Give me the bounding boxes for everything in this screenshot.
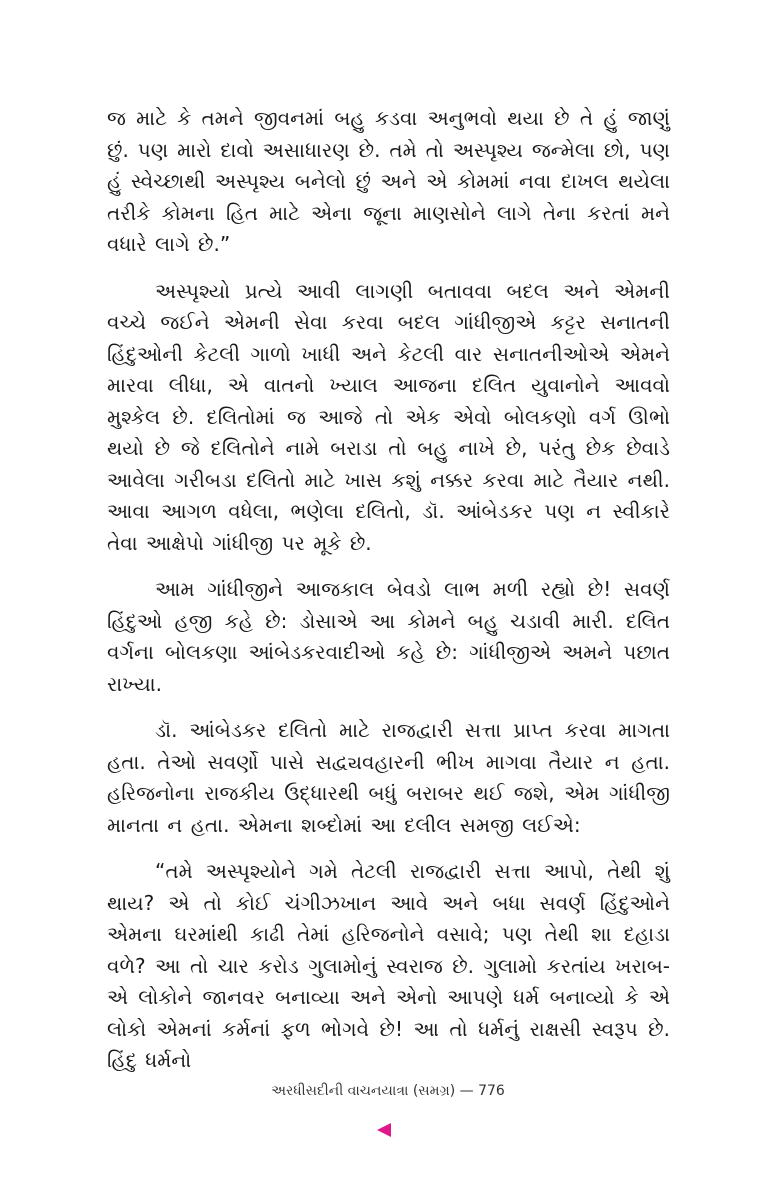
previous-page-icon[interactable] xyxy=(377,1123,391,1137)
paragraph-2: અસ્પૃશ્યો પ્રત્યે આવી લાગણી બતાવવા બદલ અને એમની વચ્ચે જઈને એમની સેવા કરવા બદલ ગાંધીજીએ કટ્ટર સનાતની હિંદુઓની કેટલી ગાળો ખાધી અને કેટલી વાર સનાતનીઓએ એમને મારવા લીધા, એ વાતનો ખ્યાલ આજના દલિત યુવાનોને આવવો મુશ્કેલ છે. દલિતોમાં જ આજે તો એક એવો બોલકણો વર્ગ ઊભો થયો છે જે દલિતોને નામે બરાડા તો બહુ નાખે છે, પરંતુ છેક છેવાડે આવેલા ગરીબડા દલિતો માટે ખાસ કશું નક્કર કરવા માટે તૈયાર નથી. આવા આગળ વધેલા, ભણેલા દલિતો, ડૉ. આંબેડકર પણ ન સ્વીકારે તેવા આક્ષેપો ગાંધીજી પર મૂકે છે. xyxy=(107,278,670,555)
paragraph-4: ડૉ. આંબેડકર દલિતો માટે રાજદ્વારી સત્તા પ્રાપ્ત કરવા માગતા હતા. તેઓ સવર્ણો પાસે સદ્વ્યવહારની ભીખ માગવા તૈયાર ન હતા. હરિજનોના રાજકીય ઉદ્ધારથી બધું બરાબર થઈ જશે, એમ ગાંધીજી માનતા ન હતા. એમના શબ્દોમાં આ દલીલ સમજી લઈએ: xyxy=(107,718,670,837)
body-text xyxy=(107,103,670,1092)
paragraph-1: જ માટે કે તમને જીવનમાં બહુ કડવા અનુભવો થયા છે તે હું જાણું છું. પણ મારો દાવો અસાધારણ છે. તમે તો અસ્પૃશ્ય જન્મેલા છો, પણ હું સ્વેચ્છાથી અસ્પૃશ્ય બનેલો છું અને એ કોમમાં નવા દાખલ થયેલા તરીકે કોમના હિત માટે એના જૂના માણસોને લાગે તેના કરતાં મને વધારે લાગે છે.” xyxy=(107,106,670,256)
page-footer: અરધીસદીની વાચનયાત્રા (સમગ્ર) — 776 xyxy=(271,1083,505,1099)
paragraph-5: “તમે અસ્પૃશ્યોને ગમે તેટલી રાજદ્વારી સત્તા આપો, તેથી શું થાય? એ તો કોઈ ચંગીઝખાન આવે અને બધા સવર્ણ હિંદુઓને એમના ઘરમાંથી કાઢી તેમાં હરિજનોને વસાવે; પણ તેથી શા દહાડા વળે? આ તો ચાર કરોડ ગુલામોનું સ્વરાજ છે. ગુલામો કરતાંય ખરાબ-એ લોકોને જાનવર બનાવ્યા અને એનો આપણે ધર્મ બનાવ્યો કે એ લોકો એમનાં કર્મનાં ફળ ભોગવે છે! આ તો ધર્મનું રાક્ષસી સ્વરૂપ છે. હિંદુ ધર્મનો xyxy=(107,859,670,1072)
paragraph-3: આમ ગાંધીજીને આજકાલ બેવડો લાભ મળી રહ્યો છે! સવર્ણ હિંદુઓ હજી કહે છે: ડોસાએ આ કોમને બહુ ચડાવી મારી. દલિત વર્ગના બોલકણા આંબેડકરવાદીઓ કહે છે: ગાંધીજીએ અમને પછાત રાખ્યા. xyxy=(107,577,670,696)
